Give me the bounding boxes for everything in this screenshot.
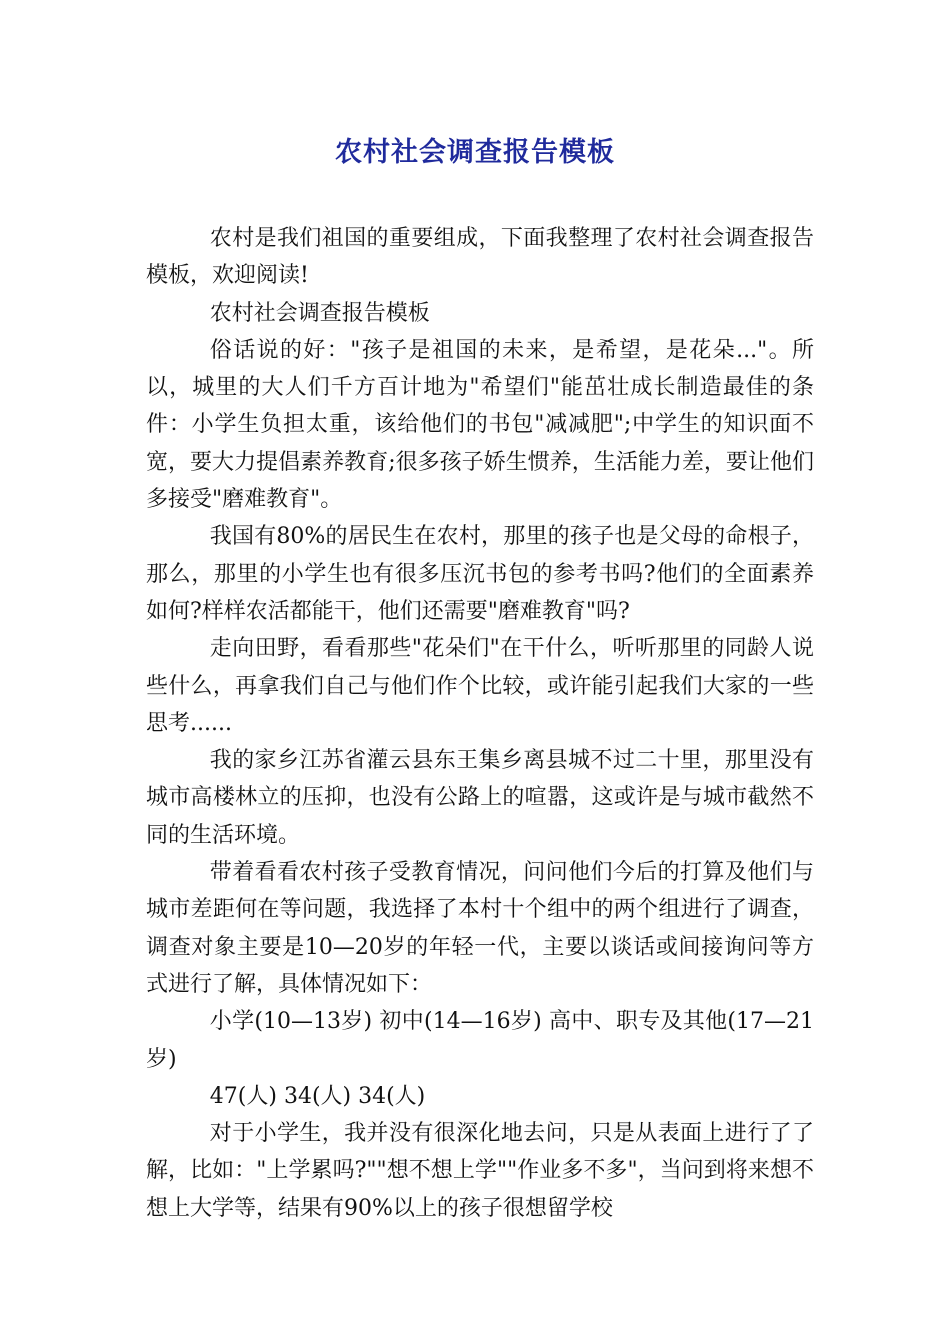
paragraph-subtitle: 农村社会调查报告模板 [209,300,430,326]
paragraph: 我的家乡江苏省灌云县东王集乡离县城不过二十里，那里没有城市高楼林立的压抑，也没有公路上的喧嚣，这或许是与城市截然不同的生活环境。 [146,748,814,848]
document-body [146,220,814,1227]
paragraph: 我国有80%的居民生在农村，那里的孩子也是父母的命根子，那么，那里的小学生也有很多压沉书包的参考书吗?他们的全面素养如何?样样农活都能干，他们还需要"磨难教育"吗? [146,524,814,624]
paragraph: 对于小学生，我并没有很深化地去问，只是从表面上进行了了解，比如："上学累吗?""想不想上学""作业多不多"，当问到将来想不想上大学等，结果有90%以上的孩子很想留学校 [146,1121,814,1221]
paragraph: 带着看看农村孩子受教育情况，问问他们今后的打算及他们与城市差距何在等问题，我选择了本村十个组中的两个组进行了调查，调查对象主要是10—20岁的年轻一代，主要以谈话或间接询问等方式进行了解，具体情况如下： [146,860,814,997]
document-title: 农村社会调查报告模板 [335,137,615,168]
paragraph: 走向田野，看看那些"花朵们"在干什么，听听那里的同龄人说些什么，再拿我们自己与他们作个比较，或许能引起我们大家的一些思考...... [146,636,814,736]
paragraph: 俗话说的好："孩子是祖国的未来，是希望，是花朵..."。所以，城里的大人们千方百计地为"希望们"能茁壮成长制造最佳的条件：小学生负担太重，该给他们的书包"减减肥";中学生的知识面不宽，要大力提倡素养教育;很多孩子娇生惯养，生活能力差，要让他们多接受"磨难教育"。 [146,337,814,513]
paragraph-intro: 农村是我们祖国的重要组成，下面我整理了农村社会调查报告模板，欢迎阅读! [146,226,814,289]
table-values-line: 47(人) 34(人) 34(人) [209,1083,426,1109]
table-header-line: 小学(10—13岁) 初中(14—16岁) 高中、职专及其他(17—21岁) [146,1009,814,1072]
